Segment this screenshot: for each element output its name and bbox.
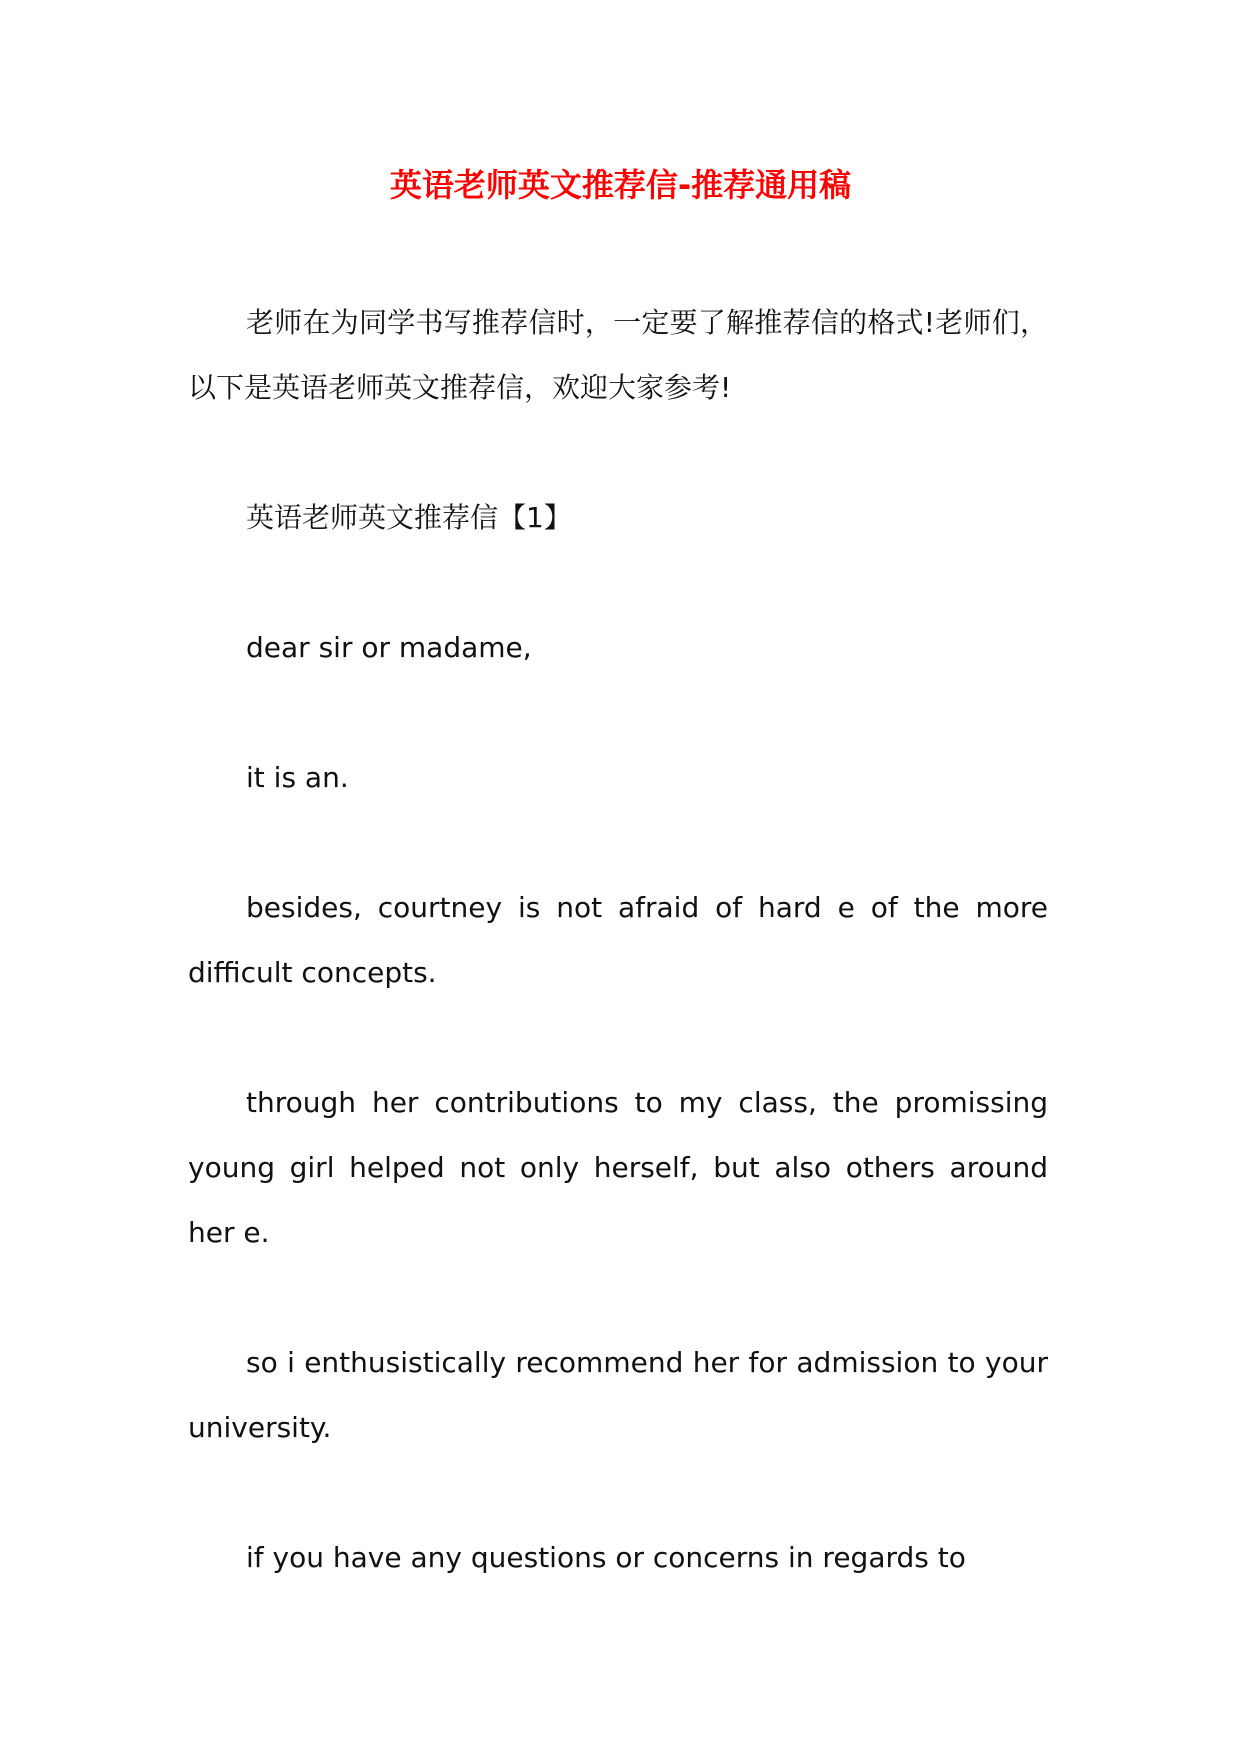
section-heading: 英语老师英文推荐信【1】 <box>246 501 572 534</box>
body-paragraph: so i enthusistically recommend her for admission to your university. <box>188 1346 1048 1444</box>
salutation-paragraph: dear sir or madame, <box>246 631 532 664</box>
body-paragraph: besides, courtney is not afraid of hard e of the more difficult concepts. <box>188 891 1048 989</box>
body-paragraph: through her contributions to my class, the promissing young girl helped not only herself, but also others around her e. <box>188 1086 1048 1249</box>
document-body <box>188 290 1048 1655</box>
document-title: 英语老师英文推荐信-推荐通用稿 <box>389 166 852 204</box>
intro-paragraph: 老师在为同学书写推荐信时，一定要了解推荐信的格式!老师们，以下是英语老师英文推荐信，欢迎大家参考! <box>188 306 1048 404</box>
body-paragraph: if you have any questions or concerns in regards to <box>246 1541 966 1574</box>
body-paragraph: it is an. <box>246 761 349 794</box>
